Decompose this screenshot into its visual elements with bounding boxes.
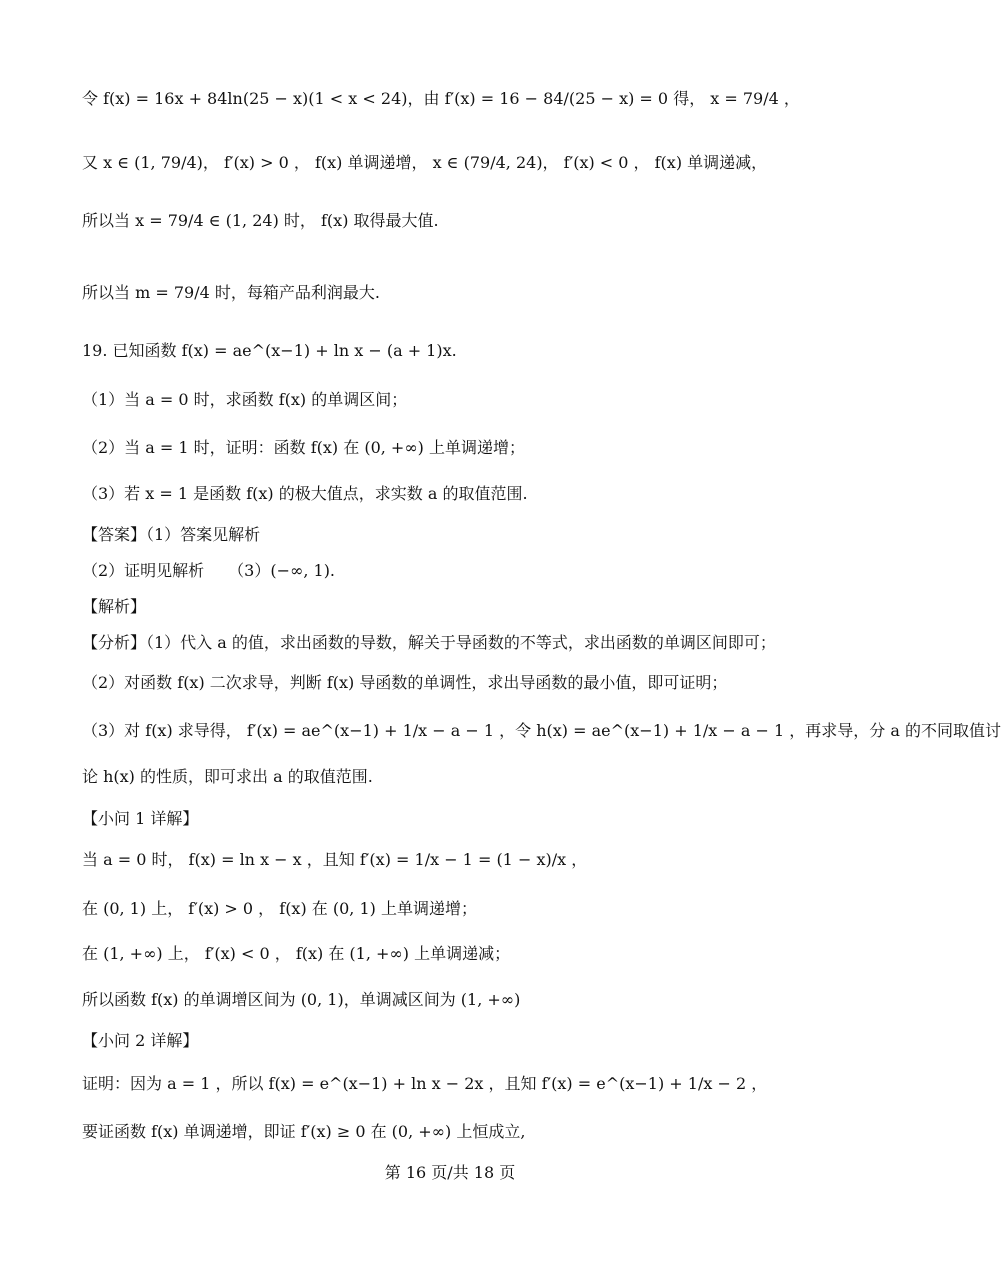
solution-line: 要证函数 f(x) 单调递增，即证 f′(x) ≥ 0 在 (0, +∞) 上恒成立, [82,1122,526,1141]
analysis-line: （2）对函数 f(x) 二次求导，判断 f(x) 导函数的单调性，求出导函数的最小值，即可证明； [82,673,728,692]
analysis-line: 【分析】（1）代入 a 的值，求出函数的导数，解关于导函数的不等式，求出函数的单调区间即可； [82,633,776,652]
text-line: 令 f(x) = 16x + 84ln(25 − x)(1 < x < 24)，由 f′(x) = 16 − 84/(25 − x) = 0 得， x = 79/4 ， [82,89,800,108]
section-heading: 【小问 2 详解】 [82,1031,199,1050]
analysis-heading: 【解析】 [82,597,147,616]
answer-heading: 【答案】（1）答案见解析 [82,525,261,544]
page-footer: 第 16 页/共 18 页 [384,1163,516,1182]
solution-line: 当 a = 0 时， f(x) = ln x − x ，且知 f′(x) = 1/x − 1 = (1 − x)/x ， [82,850,588,869]
section-heading: 【小问 1 详解】 [82,809,199,828]
solution-line: 在 (1, +∞) 上， f′(x) < 0 ， f(x) 在 (1, +∞) 上单调递减； [82,944,511,963]
solution-line: 证明：因为 a = 1 ，所以 f(x) = e^(x−1) + ln x − 2x ，且知 f′(x) = e^(x−1) + 1/x − 2 ， [82,1074,768,1093]
analysis-line: （3）对 f(x) 求导得， f′(x) = ae^(x−1) + 1/x − a − 1 ，令 h(x) = ae^(x−1) + 1/x − a − 1 ，再求导，分 a 的不同取值讨 [82,721,1001,740]
text-line: 所以当 x = 79/4 ∈ (1, 24) 时， f(x) 取得最大值. [82,211,439,230]
text-line: 所以当 m = 79/4 时，每箱产品利润最大. [82,283,380,302]
solution-line: 在 (0, 1) 上， f′(x) > 0 ， f(x) 在 (0, 1) 上单调递增； [82,899,477,918]
question-19-part-2: （2）当 a = 1 时，证明：函数 f(x) 在 (0, +∞) 上单调递增； [82,438,525,457]
analysis-line: 论 h(x) 的性质，即可求出 a 的取值范围. [82,767,373,786]
solution-line: 所以函数 f(x) 的单调增区间为 (0, 1)，单调减区间为 (1, +∞) [82,990,521,1009]
question-19-stem: 19. 已知函数 f(x) = ae^(x−1) + ln x − (a + 1)x. [82,341,457,360]
question-19-part-3: （3）若 x = 1 是函数 f(x) 的极大值点，求实数 a 的取值范围. [82,484,528,503]
answer-line: （2）证明见解析 （3）(−∞, 1). [82,561,336,580]
text-line: 又 x ∈ (1, 79/4)， f′(x) > 0 ， f(x) 单调递增， x ∈ (79/4, 24)， f′(x) < 0 ， f(x) 单调递减， [82,153,768,172]
question-19-part-1: （1）当 a = 0 时，求函数 f(x) 的单调区间； [82,390,408,409]
